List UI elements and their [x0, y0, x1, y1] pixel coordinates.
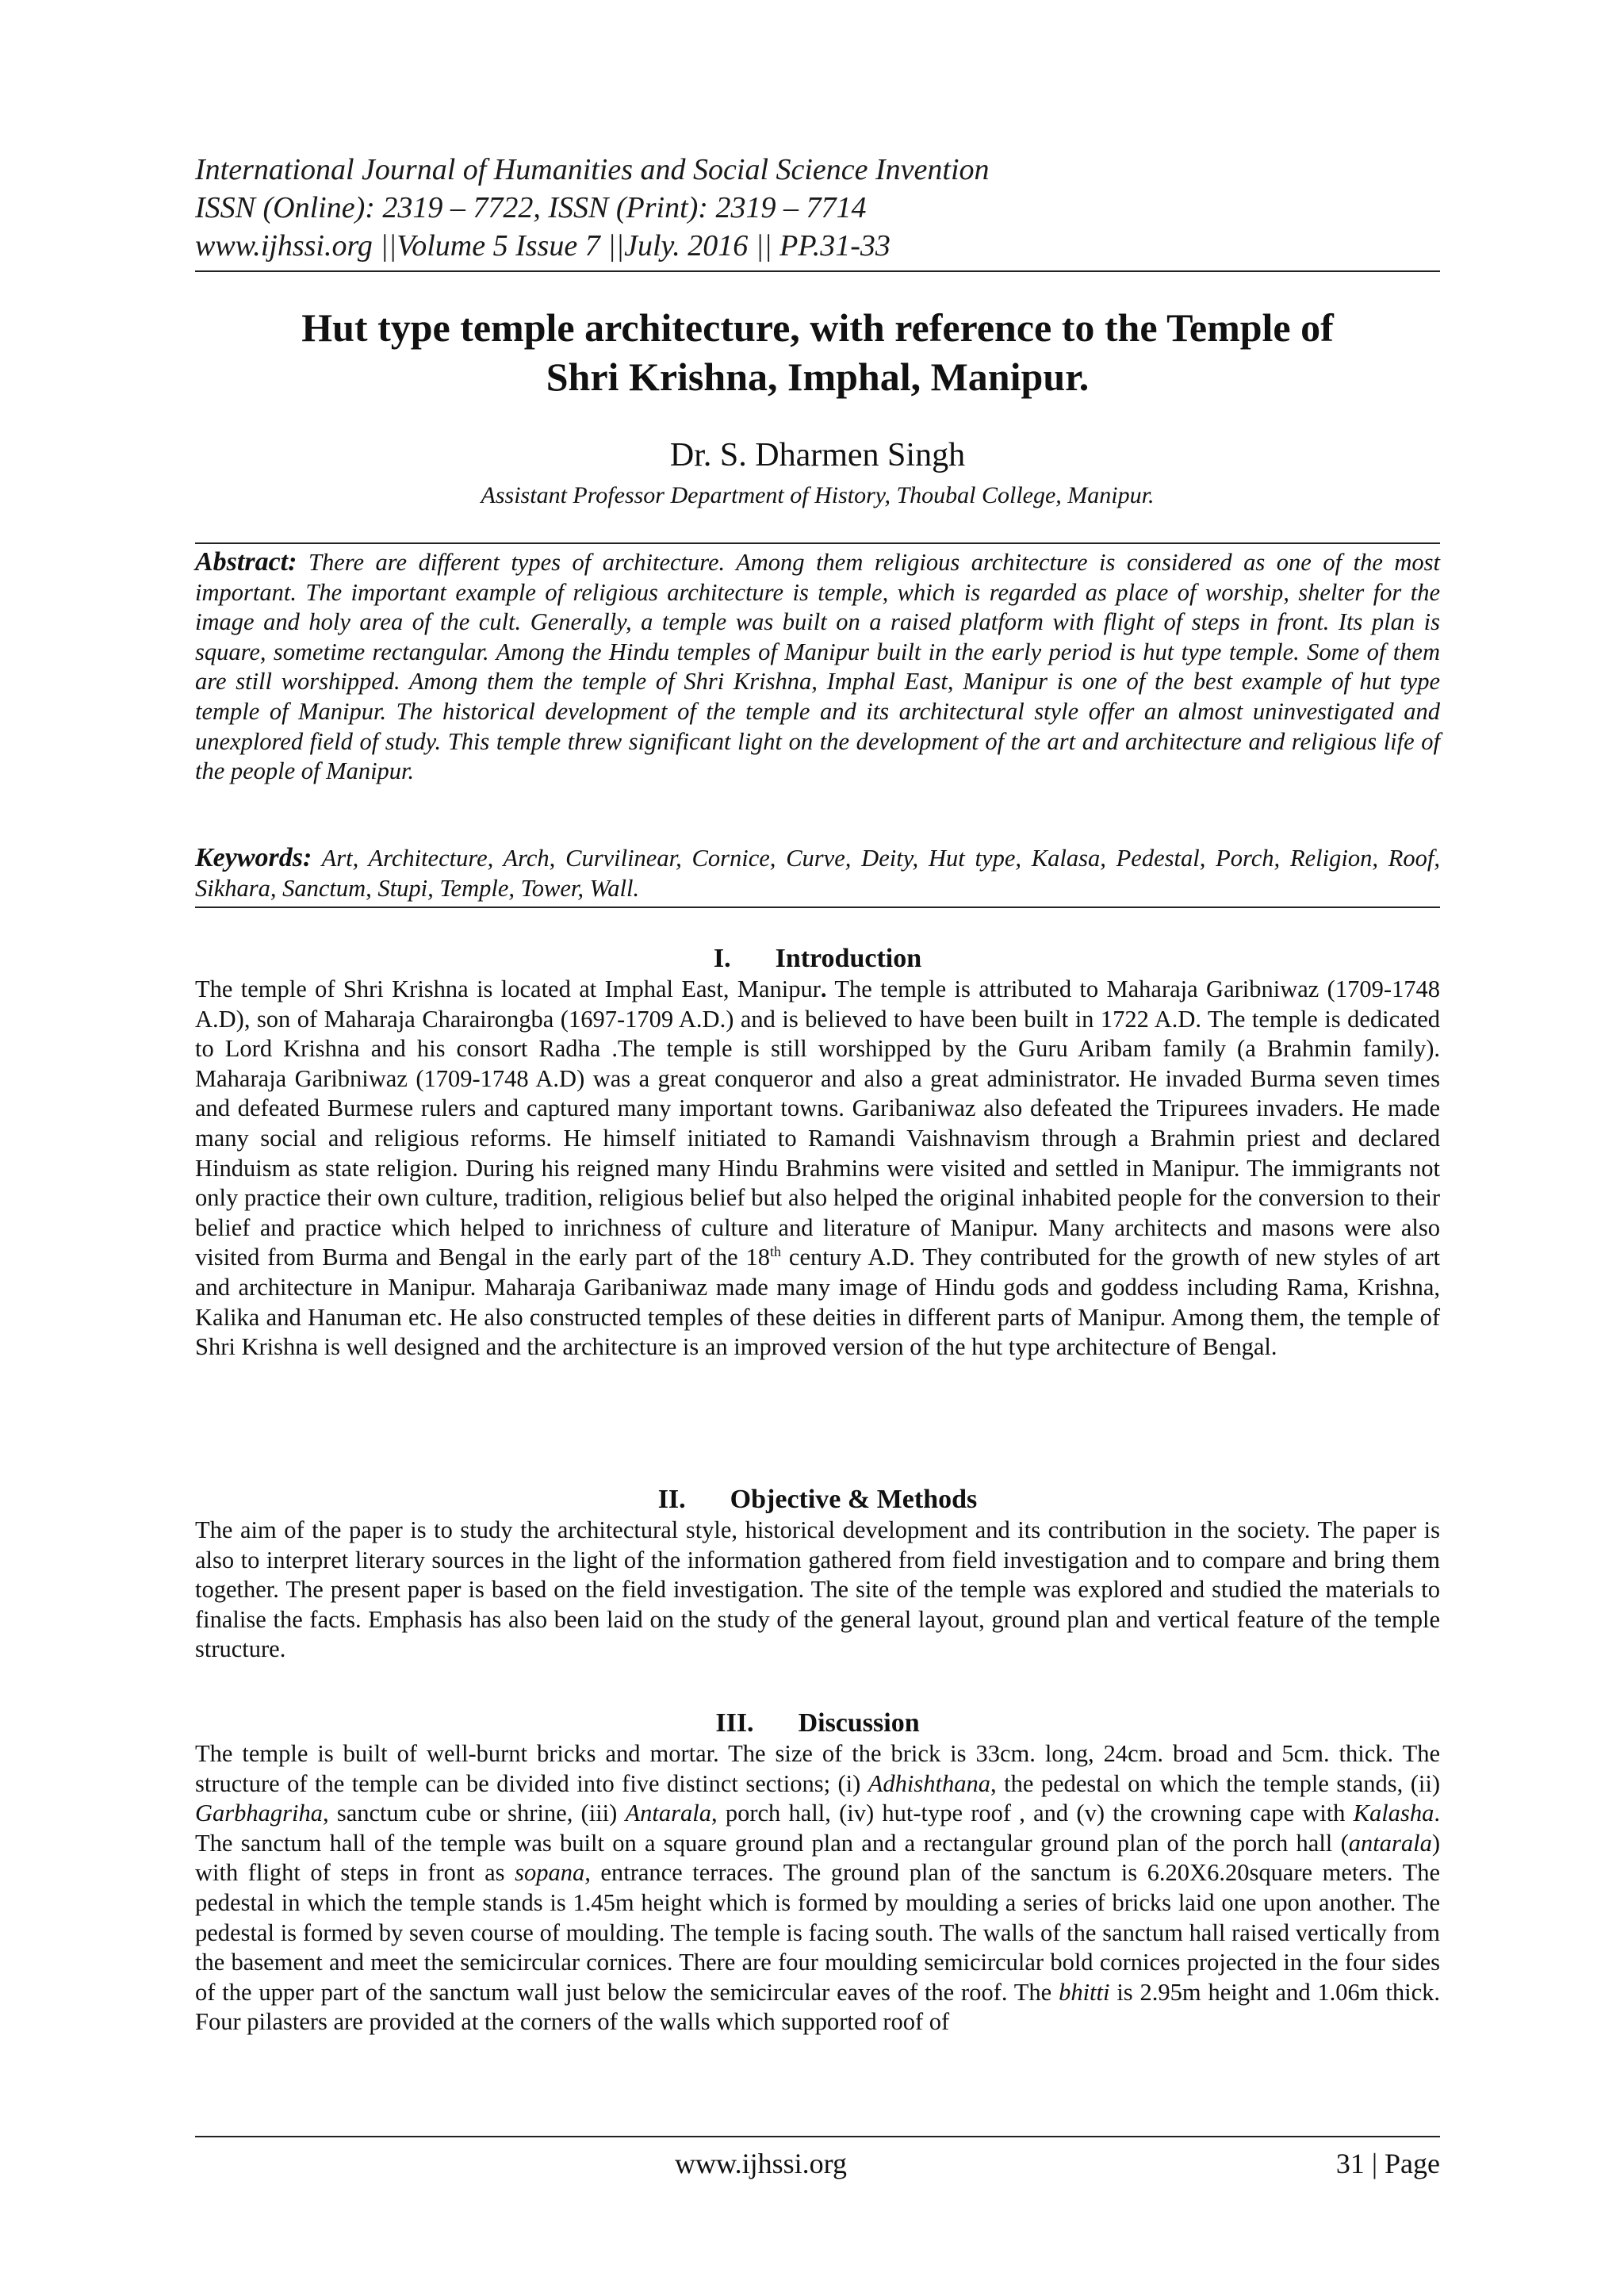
abstract — [195, 547, 1440, 787]
keywords — [195, 843, 1440, 903]
abstract-text: There are different types of architecture. Among them religious architecture is considered as one of the most important. The important example of religious architecture is temple, which is regarded as place of worship, shelter for the image and holy area of the cult. Generally, a temple was built on a raised platform with flight of steps in front. Its plan is square, sometime rectangular. Among the Hindu temples of Manipur built in the early period is hut type temple. Some of them are still worshipped. Among them the temple of Shri Krishna, Imphal East, Manipur is one of the best example of hut type temple of Manipur. The historical development of the temple and its architectural style offer an almost uninvestigated and unexplored field of study. This temple threw significant light on the development of the art and architecture and religious life of the people of Manipur. — [195, 549, 1441, 785]
journal-volume: www.ijhssi.org ||Volume 5 Issue 7 ||July. 2016 || PP.31-33 — [195, 229, 891, 263]
title-line-2: Shri Krishna, Imphal, Manipur. — [546, 355, 1090, 399]
keywords-text: Art, Architecture, Arch, Curvilinear, Cornice, Curve, Deity, Hut type, Kalasa, Pedestal, Porch, Religion, Roof, Sikhara, Sanctum, Stupi, Temple, Tower, Wall. — [195, 845, 1440, 902]
title-line-1: Hut type temple architecture, with reference to the Temple of — [301, 305, 1334, 350]
introduction-paragraph: The temple of Shri Krishna is located at Imphal East, Manipur. The temple is attributed to Maharaja Garibniwaz (1709-1748 A.D), son of Maharaja Charairongba (1697-1709 A.D.) and is believed to have been built in 1722 A.D. The temple is dedicated to Lord Krishna and his consort Radha .The temple is still worshipped by the Guru Aribam family (a Brahmin family). Maharaja Garibniwaz (1709-1748 A.D) was a great conqueror and also a great administrator. He invaded Burma seven times and defeated Burmese rulers and captured many important towns. Garibaniwaz also defeated the Tripurees invaders. He made many social and religious reforms. He himself initiated to Ramandi Vaishnavism through a Brahmin priest and declared Hinduism as state religion. During his reigned many Hindu Brahmins were visited and settled in Manipur. The immigrants not only practice their own culture, tradition, religious belief but also helped the original inhabited people for the conversion to their belief and practice which helped to inrichness of culture and literature of Manipur. Many architects and masons were also visited from Burma and Bengal in the early part of the 18th century A.D. They contributed for the growth of new styles of art and architecture in Manipur. Maharaja Garibaniwaz made many image of Hindu gods and goddess including Rama, Krishna, Kalika and Hanuman etc. He also constructed temples of these deities in different parts of Manipur. Among them, the temple of Shri Krishna is well designed and the architecture is an improved version of the hut type architecture of Bengal. — [195, 976, 1440, 1361]
section-number: I. — [713, 944, 731, 973]
paper-title — [195, 303, 1440, 401]
journal-name: International Journal of Humanities and Social Science Invention — [195, 153, 990, 186]
footer-page-number: 31 | Page — [1335, 2148, 1440, 2179]
section-title: Discussion — [798, 1708, 920, 1738]
keywords-bottom-rule — [195, 907, 1440, 908]
section-heading-discussion — [195, 1708, 1440, 1739]
author-name: Dr. S. Dharmen Singh — [669, 437, 966, 473]
journal-header — [195, 151, 1440, 265]
objective-paragraph: The aim of the paper is to study the architectural style, historical development and its contribution in the society. The paper is also to interpret literary sources in the light of the information gathered from field investigation and to compare and bring them together. The present paper is based on the field investigation. The site of the temple was explored and studied the materials to finalise the facts. Emphasis has also been laid on the study of the general layout, ground plan and vertical feature of the temple structure. — [195, 1516, 1440, 1663]
section-title: Introduction — [775, 944, 922, 973]
footer-rule — [195, 2136, 1440, 2137]
section-title: Objective & Methods — [730, 1485, 978, 1514]
footer-website: www.ijhssi.org — [675, 2148, 848, 2179]
author-affiliation: Assistant Professor Department of History, Thoubal College, Manipur. — [481, 482, 1155, 508]
section-number: III. — [715, 1708, 754, 1738]
discussion-paragraph: The temple is built of well-burnt bricks and mortar. The size of the brick is 33cm. long, 24cm. broad and 5cm. thick. The structure of the temple can be divided into five distinct sections; (i) Adhishthana, the pedestal on which the temple stands, (ii) Garbhagriha, sanctum cube or shrine, (iii) Antarala, porch hall, (iv) hut-type roof , and (v) the crowning cape with Kalasha. The sanctum hall of the temple was built on a square ground plan and a rectangular ground plan of the porch hall (antarala) with flight of steps in front as sopana, entrance terraces. The ground plan of the sanctum is 6.20X6.20square meters. The pedestal in which the temple stands is 1.45m height which is formed by moulding a series of bricks laid one upon another. The pedestal is formed by seven course of moulding. The temple is facing south. The walls of the sanctum hall raised vertically from the basement and meet the semicircular cornices. There are four moulding semicircular bold cornices projected in the four sides of the upper part of the sanctum wall just below the semicircular eaves of the roof. The bhitti is 2.95m height and 1.06m thick. Four pilasters are provided at the corners of the walls which supported roof of — [195, 1740, 1440, 2036]
journal-issn: ISSN (Online): 2319 – 7722, ISSN (Print): 2319 – 7714 — [195, 191, 867, 224]
header-rule — [195, 270, 1440, 272]
section-number: II. — [657, 1485, 686, 1514]
abstract-top-rule — [195, 542, 1440, 544]
keywords-label: Keywords: — [195, 843, 312, 872]
abstract-label: Abstract: — [195, 547, 297, 577]
section-heading-objective — [195, 1484, 1440, 1516]
section-heading-introduction — [195, 943, 1440, 975]
